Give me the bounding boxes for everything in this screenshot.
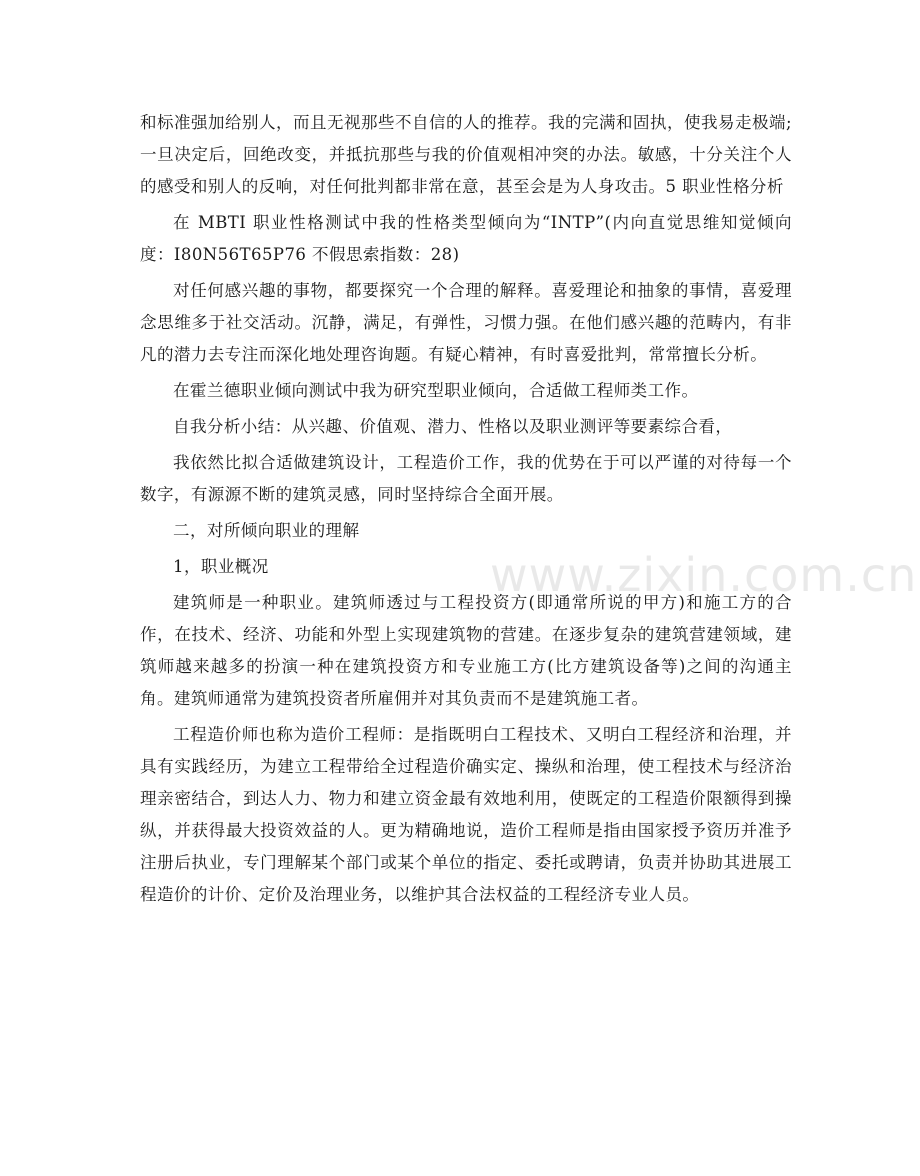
watermark: www.zixin.com.cn <box>490 548 918 602</box>
paragraph-6: 我依然比拟合适做建筑设计，工程造价工作，我的优势在于可以严谨的对待每一个数字，有源源不断的建筑灵感，同时坚持综合全面开展。 <box>140 453 792 504</box>
paragraph-cost-engineer: 工程造价师也称为造价工程师：是指既明白工程技术、又明白工程经济和治理，并具有实践经历，为建立工程带给全过程造价确实定、操纵和治理，使工程技术与经济治理亲密结合，到达人力、物力和建立资金最有效地利用，使既定的工程造价限额得到操纵，并获得最大投资效益的人。更为精确地说，造价工程师是指由国家授予资历并准予注册后执业，专门理解某个部门或某个单位的指定、委托或聘请，负责并协助其进展工程造价的计价、定价及治理业务，以维护其合法权益的工程经济专业人员。 <box>140 725 792 904</box>
paragraph-3: 对任何感兴趣的事物，都要探究一个合理的解释。喜爱理论和抽象的事情，喜爱理念思维多于社交活动。沉静，满足，有弹性，习惯力强。在他们感兴趣的范畴内，有非凡的潜力去专注而深化地处理咨询题。有疑心精神，有时喜爱批判，常常擅长分析。 <box>140 281 792 364</box>
section-heading: 二，对所倾向职业的理解 <box>173 521 360 540</box>
paragraph-5: 自我分析小结：从兴趣、价值观、潜力、性格以及职业测评等要素综合看， <box>173 417 733 436</box>
paragraph-1: 和标准强加给别人，而且无视那些不自信的人的推荐。我的完满和固执，使我易走极端;一旦决定后，回绝改变，并抵抗那些与我的价值观相冲突的办法。敏感，十分关注个人的感受和别人的反响，对任何批判都非常在意，甚至会是为人身攻击。5 职业性格分析 <box>140 113 792 196</box>
paragraph-architect: 建筑师是一种职业。建筑师透过与工程投资方(即通常所说的甲方)和施工方的合作，在技术、经济、功能和外型上实现建筑物的营建。在逐步复杂的建筑营建领域，建筑师越来越多的扮演一种在建筑投资方和专业施工方(比方建筑设备等)之间的沟通主角。建筑师通常为建筑投资者所雇佣并对其负责而不是建筑施工者。 <box>140 593 792 708</box>
subsection-heading: 1，职业概况 <box>173 557 269 576</box>
document-body <box>140 107 792 915</box>
paragraph-4: 在霍兰德职业倾向测试中我为研究型职业倾向，合适做工程师类工作。 <box>173 381 699 400</box>
paragraph-2: 在 MBTI 职业性格测试中我的性格类型倾向为“INTP”(内向直觉思维知觉倾向度：I80N56T65P76 不假思索指数：28) <box>140 213 792 264</box>
